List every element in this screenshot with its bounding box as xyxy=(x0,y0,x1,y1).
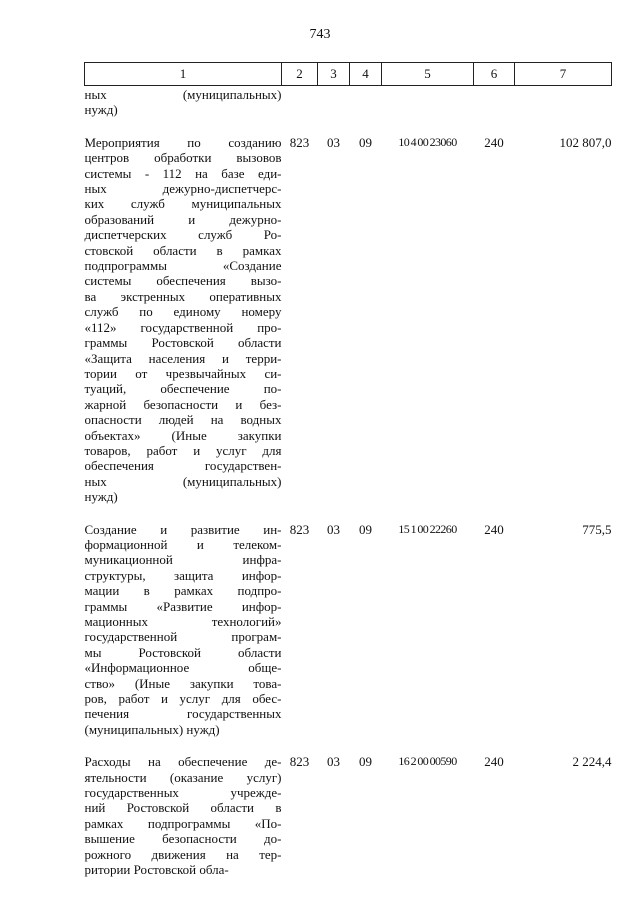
expense-type-code: 240 xyxy=(484,521,504,537)
description-line: диспетчерских служб Ро- xyxy=(84,227,282,243)
description-line: печения государственных xyxy=(84,706,282,722)
description-line: структуры, защита инфор- xyxy=(84,567,282,583)
description-line: ний Ростовской области в xyxy=(84,800,282,816)
description-line: государственных учрежде- xyxy=(84,785,282,801)
description-line: ных (муниципальных) xyxy=(84,87,282,102)
description-line: ятельности (оказание услуг) xyxy=(84,769,282,785)
description-line: нужд) xyxy=(84,489,118,505)
description-line: ных дежурно-диспетчерс- xyxy=(84,181,282,197)
description-line: товаров, работ и услуг для xyxy=(84,442,282,458)
description-line: ных (муниципальных) xyxy=(84,473,282,489)
table-row xyxy=(85,515,612,748)
description-line: Создание и развитие ин- xyxy=(84,521,282,537)
description-line: нужд) xyxy=(84,102,118,118)
description-line: рожного движения на тер- xyxy=(84,846,282,862)
amount-value: 2 224,4 xyxy=(572,754,612,770)
row-description xyxy=(85,128,282,515)
ministry-code: 823 xyxy=(289,521,310,537)
target-article-code: 15 1 00 22260 xyxy=(398,521,457,536)
target-article-code: 16 2 00 00590 xyxy=(398,754,457,769)
description-line: Мероприятия по созданию xyxy=(84,134,282,150)
column-header: 2 xyxy=(282,63,318,86)
description-line: государственной програм- xyxy=(84,629,282,645)
description-line: ров, работ и услуг для обес- xyxy=(84,691,282,707)
column-header: 1 xyxy=(85,63,282,86)
column-header: 3 xyxy=(318,63,350,86)
budget-table xyxy=(84,62,612,888)
ministry-code: 823 xyxy=(289,754,310,770)
expense-type-code xyxy=(474,86,515,128)
description-line: туаций, обеспечение по- xyxy=(84,381,282,397)
description-line: «Защита населения и терри- xyxy=(84,350,282,366)
description-line: обеспечения государствен- xyxy=(84,458,282,474)
description-line: жарной безопасности и без- xyxy=(84,396,282,412)
description-line: подпрограммы «Создание xyxy=(84,258,282,274)
description-line: образований и дежурно- xyxy=(84,211,282,227)
description-line: вышение безопасности до- xyxy=(84,831,282,847)
description-line: объектах» (Иные закупки xyxy=(84,427,282,443)
description-line: мационных технологий» xyxy=(84,614,282,629)
table-row xyxy=(85,86,612,128)
description-line: системы - 112 на базе еди- xyxy=(84,165,282,181)
page-number: 743 xyxy=(309,27,331,42)
ministry-code: 823 xyxy=(289,134,310,150)
description-line: ство» (Иные закупки това- xyxy=(84,675,282,691)
section-code: 03 xyxy=(327,754,340,770)
description-line: «112» государственной про- xyxy=(84,319,282,335)
amount-value: 775,5 xyxy=(582,521,612,537)
description-line: ритории Ростовской обла- xyxy=(84,862,229,878)
amount-value xyxy=(515,86,612,128)
description-line: формационной и телеком- xyxy=(84,536,282,552)
description-line: мации в рамках подпро- xyxy=(84,583,282,599)
description-line: рамках подпрограммы «По- xyxy=(84,815,282,831)
expense-type-code: 240 xyxy=(484,134,504,150)
description-line: Расходы на обеспечение де- xyxy=(84,754,282,770)
row-description xyxy=(85,747,282,887)
description-line: «Информационное обще- xyxy=(84,660,282,676)
subsection-code: 09 xyxy=(359,754,372,770)
description-line: центров обработки вызовов xyxy=(84,150,282,166)
column-header: 6 xyxy=(474,63,515,86)
description-line: ких служб муниципальных xyxy=(84,196,282,212)
description-line: граммы Ростовской области xyxy=(84,335,282,351)
ministry-code xyxy=(282,86,318,128)
description-line: системы обеспечения вызо- xyxy=(84,273,282,289)
description-line: ва экстренных оперативных xyxy=(84,288,282,304)
subsection-code: 09 xyxy=(359,521,372,537)
section-code: 03 xyxy=(327,521,340,537)
table-row xyxy=(85,747,612,887)
expense-type-code: 240 xyxy=(484,754,504,770)
subsection-code: 09 xyxy=(359,134,372,150)
description-line: мы Ростовской области xyxy=(84,644,282,660)
subsection-code xyxy=(350,86,382,128)
table-row xyxy=(85,128,612,515)
table-header-row xyxy=(85,63,612,86)
column-header: 7 xyxy=(515,63,612,86)
column-header: 4 xyxy=(350,63,382,86)
description-line: муникационной инфра- xyxy=(84,552,282,568)
row-description xyxy=(85,86,282,128)
description-line: (муниципальных) нужд) xyxy=(84,721,220,737)
amount-value: 102 807,0 xyxy=(559,134,612,150)
section-code xyxy=(318,86,350,128)
description-line: служб по единому номеру xyxy=(84,304,282,320)
row-description xyxy=(85,515,282,748)
description-line: тории от чрезвычайных си- xyxy=(84,365,282,381)
column-header: 5 xyxy=(382,63,474,86)
description-line: опасности людей на водных xyxy=(84,412,282,428)
description-line: граммы «Развитие инфор- xyxy=(84,598,282,614)
description-line: стовской области в рамках xyxy=(84,242,282,258)
section-code: 03 xyxy=(327,134,340,150)
target-article-code: 10 4 00 23060 xyxy=(398,134,457,149)
target-article-code xyxy=(382,86,474,128)
